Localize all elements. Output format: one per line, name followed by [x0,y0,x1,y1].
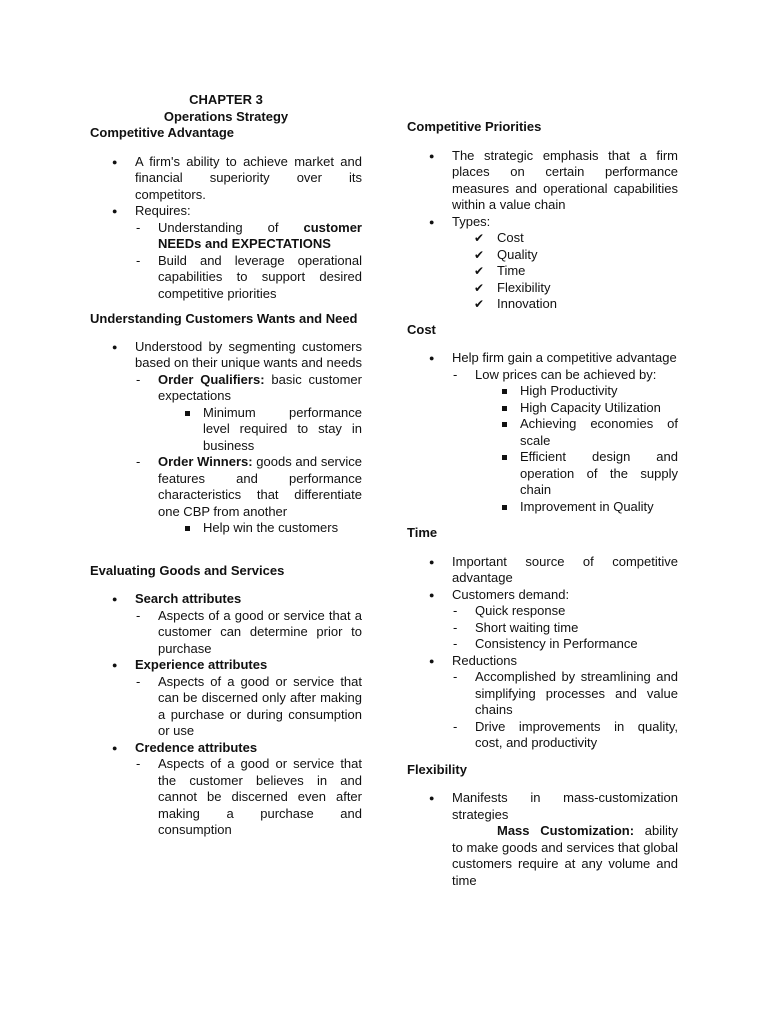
heading-competitive-advantage: Competitive Advantage [90,125,234,140]
understanding-list [90,339,362,537]
heading-evaluating: Evaluating Goods and Services [90,562,285,578]
list-item: ● Help firm gain a competitive advantage [407,350,678,367]
list-item: High Productivity [407,383,678,400]
list-item: - Accomplished by streamlining and simplifying processes and value chains [407,669,678,719]
list-item: - Consistency in Performance [407,636,678,653]
list-item: - Short waiting time [407,620,678,637]
list-item: Help win the customers [90,520,362,537]
item-text: goods and service features and performance characteristics that differentiate one CBP from another [158,454,363,519]
heading-cost: Cost [407,321,436,337]
list-item: Efficient design and operation of the supply chain [407,449,678,499]
list-item: ● Requires: [90,203,362,220]
list-item: ✔ Time [407,263,678,280]
priorities-list [407,148,678,313]
left-column [90,92,362,839]
evaluating-list [90,591,362,839]
heading-flexibility: Flexibility [407,761,467,777]
list-item: Improvement in Quality [407,499,678,516]
list-item: ● Manifests in mass-customization strategies [407,790,678,823]
list-item: ● Reductions [407,653,678,670]
list-item: ● Search attributes [90,591,362,608]
list-item: ✔ Quality [407,247,678,264]
cost-list [407,350,678,515]
list-item: ● Understood by segmenting customers based on their unique wants and needs [90,339,362,372]
time-list [407,554,678,752]
mass-customization-paragraph [407,823,678,889]
order-qualifiers-label: Order Qualifiers: [158,371,265,387]
chapter-subtitle: Operations Strategy [163,108,289,124]
list-item: ● The strategic emphasis that a firm places on certain performance measures and operational capabilities within a value chain [407,148,678,214]
list-item: - Build and leverage operational capabilities to support desired competitive priorities [90,253,362,303]
list-item: ● A firm's ability to achieve market and financial superiority over its competitors. [90,154,362,204]
list-item: ● Credence attributes [90,740,362,757]
item-bold-text: customer NEEDs and EXPECTATIONS [158,219,362,251]
list-item: High Capacity Utilization [407,400,678,417]
item-text: basic customer expectations [158,371,362,403]
list-item: - Aspects of a good or service that can be discerned only after making a purchase or during consumption or use [90,674,362,740]
list-item: ● Experience attributes [90,657,362,674]
list-item: ● Customers demand: [407,587,678,604]
mass-customization-label: Mass Customization: [497,823,635,838]
list-item: ● Important source of competitive advantage [407,554,678,587]
item-text: Understanding of [158,219,304,235]
list-item [90,220,362,253]
flexibility-list [407,790,678,823]
list-item: Achieving economies of scale [407,416,678,449]
heading-time: Time [407,525,438,540]
list-item: ✔ Flexibility [407,280,678,297]
competitive-advantage-list [90,154,362,303]
list-item [90,372,362,405]
list-item: - Aspects of a good or service that the customer believes in and cannot be discerned even after making a purchase and consumption [90,756,362,839]
order-winners-label: Order Winners: [158,454,253,469]
list-item: Minimum performance level required to stay in business [90,405,362,455]
list-item: - Drive improvements in quality, cost, and productivity [407,719,678,752]
chapter-title: CHAPTER 3 [189,92,263,107]
list-item: - Aspects of a good or service that a customer can determine prior to purchase [90,608,362,658]
heading-understanding: Understanding Customers Wants and Need [90,311,358,326]
list-item: - Low prices can be achieved by: [407,367,678,384]
list-item: ● Types: [407,214,678,231]
right-column [407,119,678,889]
item-text: ability to make goods and services that global customers require at any volume and time [452,823,678,888]
heading-competitive-priorities: Competitive Priorities [407,119,542,134]
list-item: ✔ Innovation [407,296,678,313]
list-item [90,454,362,520]
list-item: ✔ Cost [407,230,678,247]
list-item: - Quick response [407,603,678,620]
